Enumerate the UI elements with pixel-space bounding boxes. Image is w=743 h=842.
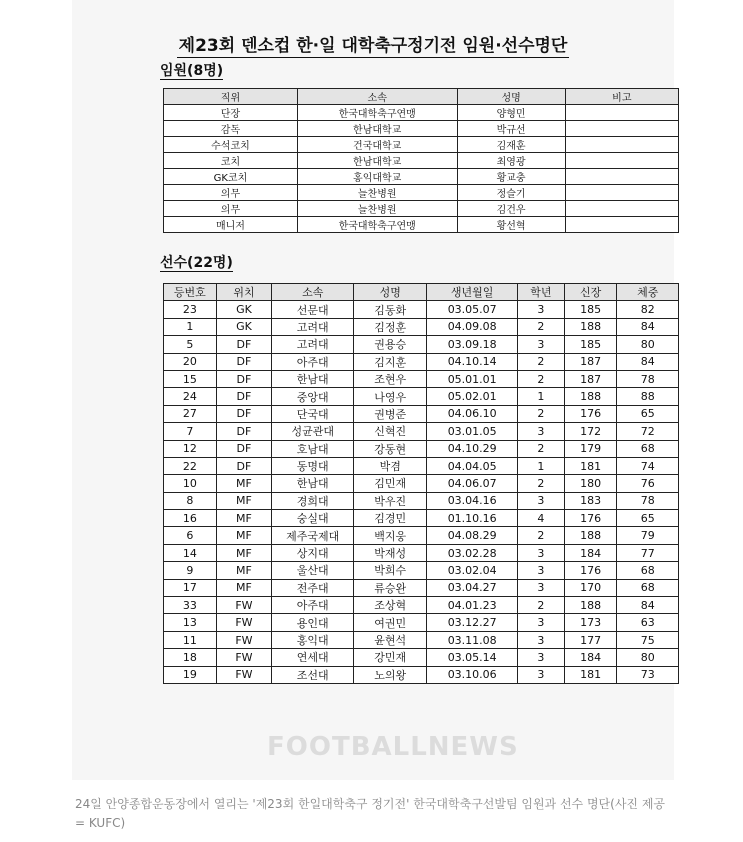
players-cell: 1: [518, 457, 565, 474]
players-cell: 01.10.16: [427, 510, 518, 527]
players-cell: 용인대: [272, 614, 354, 631]
players-cell: FW: [216, 649, 272, 666]
players-cell: 04.06.10: [427, 405, 518, 422]
players-cell: 188: [564, 597, 617, 614]
players-cell: 04.09.08: [427, 318, 518, 335]
players-cell: 181: [564, 666, 617, 683]
staff-cell: 한남대학교: [297, 121, 457, 137]
players-cell: MF: [216, 527, 272, 544]
players-cell: 선문대: [272, 301, 354, 318]
players-cell: 조선대: [272, 666, 354, 683]
players-cell: 03.09.18: [427, 336, 518, 353]
staff-cell: 의무: [164, 201, 298, 217]
players-cell: DF: [216, 405, 272, 422]
table-row: [164, 423, 679, 440]
players-cell: 04.10.14: [427, 353, 518, 370]
players-cell: 박재성: [354, 544, 427, 561]
players-cell: DF: [216, 457, 272, 474]
players-cell: 3: [518, 544, 565, 561]
players-header-cell: 체중: [617, 284, 679, 301]
staff-cell: 황교충: [457, 169, 565, 185]
players-cell: 조현우: [354, 370, 427, 387]
players-cell: 68: [617, 579, 679, 596]
staff-cell: 최영광: [457, 153, 565, 169]
table-row: [164, 353, 679, 370]
staff-header-cell: 소속: [297, 89, 457, 105]
staff-cell: [565, 137, 678, 153]
players-cell: 1: [518, 388, 565, 405]
players-cell: 185: [564, 301, 617, 318]
players-cell: 03.10.06: [427, 666, 518, 683]
table-row: [164, 336, 679, 353]
table-row: [164, 440, 679, 457]
players-cell: 3: [518, 562, 565, 579]
players-cell: 1: [164, 318, 217, 335]
staff-cell: 박규선: [457, 121, 565, 137]
table-row: [164, 217, 679, 233]
players-cell: 강민재: [354, 649, 427, 666]
players-cell: 04.04.05: [427, 457, 518, 474]
staff-cell: [565, 185, 678, 201]
players-cell: 79: [617, 527, 679, 544]
players-cell: 나영우: [354, 388, 427, 405]
staff-section-heading: 임원(8명): [160, 63, 224, 79]
players-cell: MF: [216, 492, 272, 509]
players-cell: 2: [518, 405, 565, 422]
staff-cell: 코치: [164, 153, 298, 169]
players-cell: 3: [518, 423, 565, 440]
players-cell: 84: [617, 318, 679, 335]
players-cell: 3: [518, 301, 565, 318]
staff-cell: [565, 121, 678, 137]
players-cell: 04.08.29: [427, 527, 518, 544]
players-header-cell: 신장: [564, 284, 617, 301]
players-cell: 7: [164, 423, 217, 440]
players-cell: 2: [518, 353, 565, 370]
players-cell: DF: [216, 440, 272, 457]
players-cell: 176: [564, 510, 617, 527]
players-cell: 동명대: [272, 457, 354, 474]
players-cell: 19: [164, 666, 217, 683]
staff-cell: 수석코치: [164, 137, 298, 153]
players-cell: 17: [164, 579, 217, 596]
players-cell: 김지훈: [354, 353, 427, 370]
players-cell: 03.05.07: [427, 301, 518, 318]
players-cell: 82: [617, 301, 679, 318]
players-cell: 188: [564, 318, 617, 335]
players-cell: 울산대: [272, 562, 354, 579]
table-row: [164, 137, 679, 153]
players-cell: 중앙대: [272, 388, 354, 405]
table-row: [164, 201, 679, 217]
table-row: [164, 457, 679, 474]
players-cell: 전주대: [272, 579, 354, 596]
table-row: [164, 405, 679, 422]
players-cell: 단국대: [272, 405, 354, 422]
roster-image: [72, 0, 674, 780]
players-cell: 177: [564, 631, 617, 648]
players-cell: 04.10.29: [427, 440, 518, 457]
players-cell: 한남대: [272, 370, 354, 387]
players-cell: 78: [617, 370, 679, 387]
table-row: [164, 510, 679, 527]
players-cell: 03.11.08: [427, 631, 518, 648]
players-cell: 2: [518, 597, 565, 614]
staff-cell: 한국대학축구연맹: [297, 105, 457, 121]
players-cell: 76: [617, 475, 679, 492]
players-cell: 권병준: [354, 405, 427, 422]
players-cell: 03.05.14: [427, 649, 518, 666]
players-cell: 2: [518, 318, 565, 335]
staff-cell: 건국대학교: [297, 137, 457, 153]
players-cell: 홍익대: [272, 631, 354, 648]
players-cell: 2: [518, 527, 565, 544]
players-cell: 18: [164, 649, 217, 666]
table-row: [164, 388, 679, 405]
table-row: [164, 562, 679, 579]
table-row: [164, 153, 679, 169]
players-cell: 78: [617, 492, 679, 509]
players-cell: 184: [564, 649, 617, 666]
table-row: [164, 527, 679, 544]
players-cell: 숭실대: [272, 510, 354, 527]
players-cell: 185: [564, 336, 617, 353]
players-section-heading: 선수(22명): [160, 255, 233, 271]
table-row: [164, 614, 679, 631]
players-cell: 16: [164, 510, 217, 527]
table-row: [164, 318, 679, 335]
table-row: [164, 301, 679, 318]
staff-cell: 의무: [164, 185, 298, 201]
players-cell: 187: [564, 370, 617, 387]
players-header-cell: 위치: [216, 284, 272, 301]
players-cell: DF: [216, 388, 272, 405]
staff-cell: 한국대학축구연맹: [297, 217, 457, 233]
players-cell: 04.01.23: [427, 597, 518, 614]
players-cell: 11: [164, 631, 217, 648]
players-cell: DF: [216, 423, 272, 440]
players-cell: 호남대: [272, 440, 354, 457]
players-cell: 75: [617, 631, 679, 648]
staff-cell: [565, 201, 678, 217]
staff-table: [163, 88, 679, 233]
players-cell: 04.06.07: [427, 475, 518, 492]
players-cell: 176: [564, 405, 617, 422]
table-row: [164, 121, 679, 137]
players-header-cell: 생년월일: [427, 284, 518, 301]
players-cell: DF: [216, 370, 272, 387]
players-cell: 180: [564, 475, 617, 492]
players-cell: 23: [164, 301, 217, 318]
players-cell: 2: [518, 475, 565, 492]
staff-cell: 단장: [164, 105, 298, 121]
players-cell: 68: [617, 562, 679, 579]
players-cell: 8: [164, 492, 217, 509]
table-row: [164, 597, 679, 614]
table-row: [164, 169, 679, 185]
table-row: [164, 631, 679, 648]
players-cell: 03.04.16: [427, 492, 518, 509]
staff-cell: 정슬기: [457, 185, 565, 201]
players-cell: 65: [617, 510, 679, 527]
table-row: [164, 544, 679, 561]
table-row: [164, 185, 679, 201]
table-row: [164, 475, 679, 492]
table-row: [164, 649, 679, 666]
players-cell: 여권민: [354, 614, 427, 631]
players-cell: 72: [617, 423, 679, 440]
players-cell: 아주대: [272, 597, 354, 614]
players-cell: FW: [216, 666, 272, 683]
players-table-header: [164, 284, 679, 301]
players-cell: FW: [216, 614, 272, 631]
players-cell: 183: [564, 492, 617, 509]
players-cell: 77: [617, 544, 679, 561]
players-cell: 한남대: [272, 475, 354, 492]
players-cell: 65: [617, 405, 679, 422]
players-cell: MF: [216, 510, 272, 527]
players-cell: 22: [164, 457, 217, 474]
players-cell: 172: [564, 423, 617, 440]
players-header-cell: 성명: [354, 284, 427, 301]
players-cell: 김민재: [354, 475, 427, 492]
players-cell: 14: [164, 544, 217, 561]
players-cell: 03.02.04: [427, 562, 518, 579]
staff-cell: [565, 105, 678, 121]
players-cell: 12: [164, 440, 217, 457]
staff-cell: 매니저: [164, 217, 298, 233]
players-cell: 170: [564, 579, 617, 596]
players-cell: 188: [564, 527, 617, 544]
players-cell: 10: [164, 475, 217, 492]
players-cell: 05.01.01: [427, 370, 518, 387]
players-cell: GK: [216, 301, 272, 318]
players-cell: GK: [216, 318, 272, 335]
table-row: [164, 492, 679, 509]
players-cell: 4: [518, 510, 565, 527]
players-cell: 03.12.27: [427, 614, 518, 631]
staff-cell: [565, 217, 678, 233]
players-cell: 173: [564, 614, 617, 631]
staff-cell: 김건우: [457, 201, 565, 217]
staff-cell: 황선혁: [457, 217, 565, 233]
players-cell: 조상혁: [354, 597, 427, 614]
players-cell: 05.02.01: [427, 388, 518, 405]
players-cell: FW: [216, 597, 272, 614]
players-cell: 03.04.27: [427, 579, 518, 596]
staff-cell: 늘찬병원: [297, 201, 457, 217]
table-row: [164, 370, 679, 387]
players-cell: MF: [216, 562, 272, 579]
players-cell: 20: [164, 353, 217, 370]
staff-cell: 홍익대학교: [297, 169, 457, 185]
players-cell: 상지대: [272, 544, 354, 561]
players-cell: 성균관대: [272, 423, 354, 440]
players-cell: DF: [216, 336, 272, 353]
players-cell: 84: [617, 597, 679, 614]
players-cell: 신혁진: [354, 423, 427, 440]
players-cell: 박희수: [354, 562, 427, 579]
players-cell: 아주대: [272, 353, 354, 370]
players-cell: 박겸: [354, 457, 427, 474]
staff-table-header: [164, 89, 679, 105]
players-cell: 5: [164, 336, 217, 353]
players-cell: 68: [617, 440, 679, 457]
staff-header-cell: 비고: [565, 89, 678, 105]
players-cell: 백지웅: [354, 527, 427, 544]
players-cell: 노의왕: [354, 666, 427, 683]
players-cell: 27: [164, 405, 217, 422]
players-cell: 88: [617, 388, 679, 405]
players-cell: 박우진: [354, 492, 427, 509]
staff-cell: 늘찬병원: [297, 185, 457, 201]
players-cell: FW: [216, 631, 272, 648]
staff-cell: [565, 169, 678, 185]
document-title: 제23회 덴소컵 한·일 대학축구정기전 임원·선수명단: [178, 36, 568, 56]
players-cell: 80: [617, 649, 679, 666]
players-cell: 김경민: [354, 510, 427, 527]
staff-header-cell: 성명: [457, 89, 565, 105]
table-row: [164, 579, 679, 596]
players-cell: 63: [617, 614, 679, 631]
players-cell: 73: [617, 666, 679, 683]
players-cell: 3: [518, 666, 565, 683]
players-cell: 연세대: [272, 649, 354, 666]
players-cell: 3: [518, 579, 565, 596]
players-cell: 6: [164, 527, 217, 544]
staff-cell: 감독: [164, 121, 298, 137]
players-cell: MF: [216, 475, 272, 492]
players-header-cell: 등번호: [164, 284, 217, 301]
players-cell: 3: [518, 631, 565, 648]
players-cell: 3: [518, 336, 565, 353]
players-cell: 경희대: [272, 492, 354, 509]
players-header-cell: 학년: [518, 284, 565, 301]
players-cell: 고려대: [272, 336, 354, 353]
table-row: [164, 666, 679, 683]
players-cell: DF: [216, 353, 272, 370]
players-cell: 84: [617, 353, 679, 370]
players-cell: 윤현석: [354, 631, 427, 648]
watermark-logo: FOOTBALLNEWS: [267, 732, 519, 762]
players-cell: 176: [564, 562, 617, 579]
staff-cell: 김재훈: [457, 137, 565, 153]
players-cell: 2: [518, 440, 565, 457]
players-cell: MF: [216, 544, 272, 561]
players-cell: 24: [164, 388, 217, 405]
players-cell: 류승완: [354, 579, 427, 596]
players-cell: 03.02.28: [427, 544, 518, 561]
players-cell: 강동현: [354, 440, 427, 457]
staff-header-cell: 직위: [164, 89, 298, 105]
players-cell: 184: [564, 544, 617, 561]
players-cell: 188: [564, 388, 617, 405]
photo-caption: 24일 안양종합운동장에서 열리는 '제23회 한일대학축구 정기전' 한국대학축구선발팀 임원과 선수 명단(사진 제공 = KUFC): [75, 797, 666, 830]
players-cell: 179: [564, 440, 617, 457]
players-cell: 74: [617, 457, 679, 474]
staff-cell: [565, 153, 678, 169]
players-cell: 3: [518, 492, 565, 509]
staff-cell: 한남대학교: [297, 153, 457, 169]
players-cell: 권용승: [354, 336, 427, 353]
players-cell: 3: [518, 614, 565, 631]
players-cell: 김동화: [354, 301, 427, 318]
players-cell: 김정훈: [354, 318, 427, 335]
staff-cell: 양형민: [457, 105, 565, 121]
players-cell: 9: [164, 562, 217, 579]
players-cell: 181: [564, 457, 617, 474]
players-cell: 03.01.05: [427, 423, 518, 440]
players-cell: 187: [564, 353, 617, 370]
players-header-cell: 소속: [272, 284, 354, 301]
staff-cell: GK코치: [164, 169, 298, 185]
players-cell: 고려대: [272, 318, 354, 335]
players-cell: 13: [164, 614, 217, 631]
players-cell: 33: [164, 597, 217, 614]
players-cell: 제주국제대: [272, 527, 354, 544]
players-cell: MF: [216, 579, 272, 596]
players-cell: 3: [518, 649, 565, 666]
players-cell: 15: [164, 370, 217, 387]
table-row: [164, 105, 679, 121]
players-table: [163, 283, 679, 684]
players-cell: 80: [617, 336, 679, 353]
players-cell: 2: [518, 370, 565, 387]
